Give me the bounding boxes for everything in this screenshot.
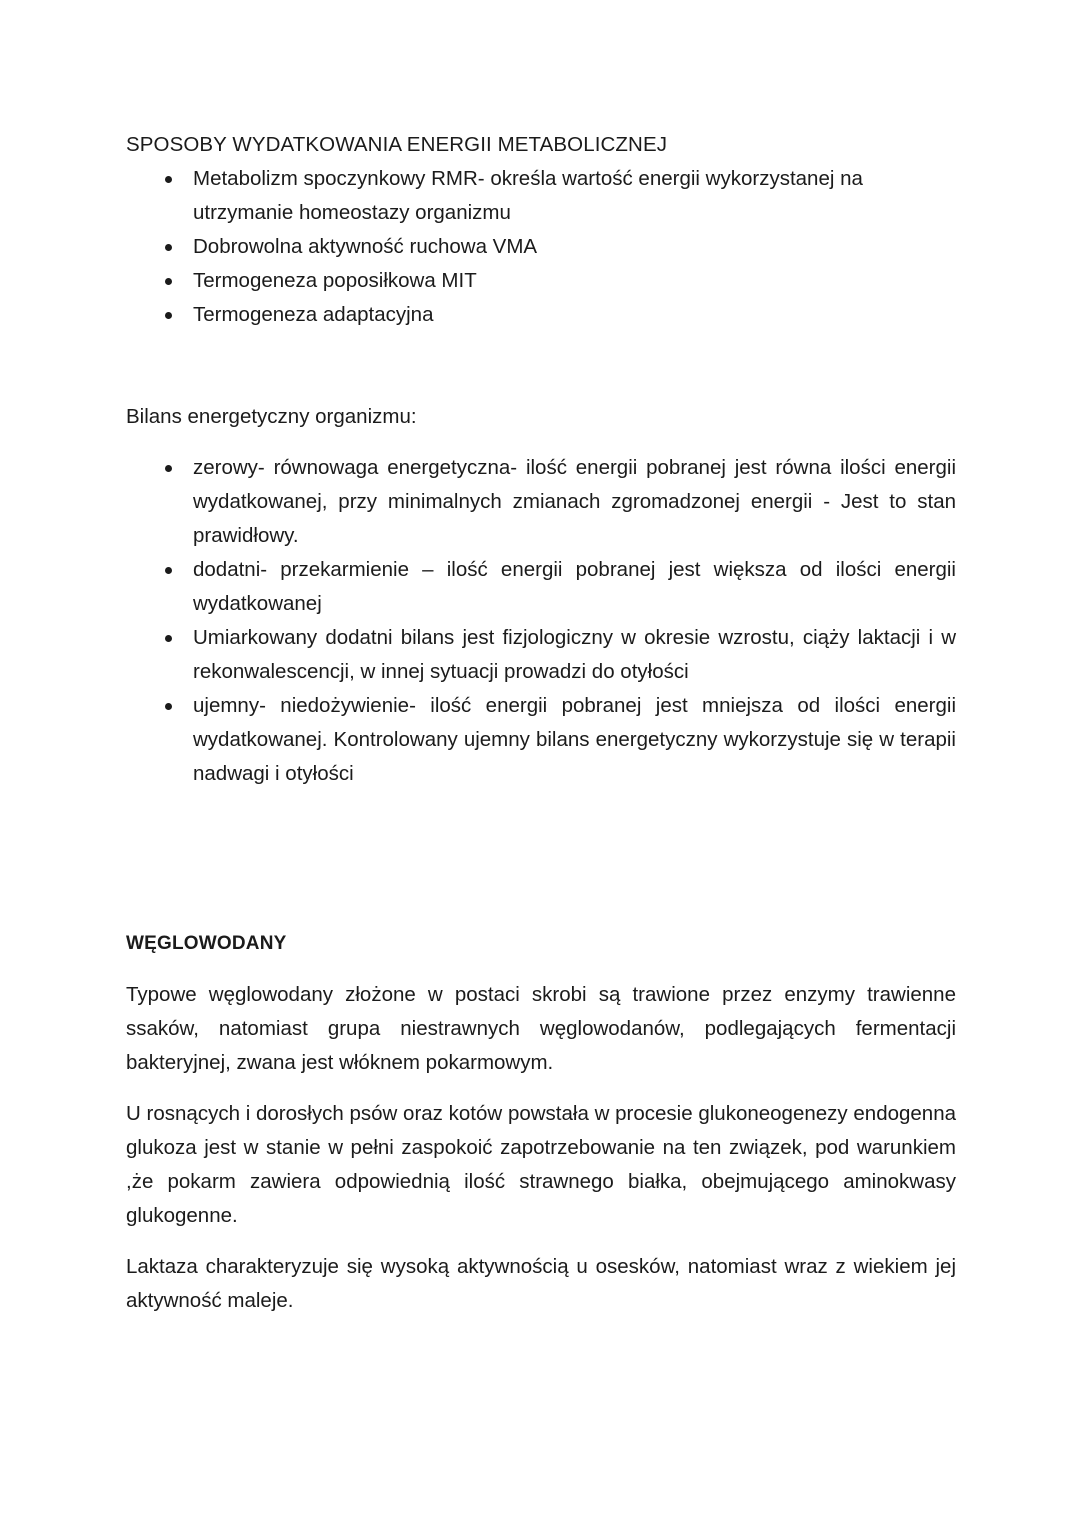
spacer [126, 961, 956, 978]
list-item: zerowy- równowaga energetyczna- ilość energii pobranej jest równa ilości energii wydatkowanej, przy minimalnych zmianach zgromadzonej energii - Jest to stan prawidłowy. [126, 451, 956, 553]
spacer [126, 1080, 956, 1097]
list-item: Dobrowolna aktywność ruchowa VMA [126, 230, 956, 264]
energy-balance-lead: Bilans energetyczny organizmu: [126, 405, 417, 428]
gluconeogenesis-paragraph: U rosnących i dorosłych psów oraz kotów powstała w procesie glukoneogenezy endogenna glukoza jest w stanie w pełni zaspokoić zapotrzebowanie na ten związek, pod warunkiem ,że pokarm zawiera odpowiednią ilość strawnego białka, obejmującego aminokwasy glukogenne. [126, 1102, 956, 1227]
document-content [126, 128, 956, 1318]
spacer [126, 859, 956, 927]
carbohydrates-heading: WĘGLOWODANY [126, 933, 287, 954]
list-item: ujemny- niedożywienie- ilość energii pobranej jest mniejsza od ilości energii wydatkowanej. Kontrolowany ujemny bilans energetyczny wykorzystuje się w terapii nadwagi i otyłości [126, 689, 956, 791]
page-title: SPOSOBY WYDATKOWANIA ENERGII METABOLICZNEJ [126, 133, 668, 156]
spacer [126, 1233, 956, 1250]
list-item: Umiarkowany dodatni bilans jest fizjologiczny w okresie wzrostu, ciąży laktacji i w rekonwalescencji, w innej sytuacji prowadzi do otyłości [126, 621, 956, 689]
list-item: Metabolizm spoczynkowy RMR- określa wartość energii wykorzystanej na utrzymanie homeostazy organizmu [126, 162, 956, 230]
list-item: Termogeneza poposiłkowa MIT [126, 264, 956, 298]
list-item: dodatni- przekarmienie – ilość energii pobranej jest większa od ilości energii wydatkowanej [126, 553, 956, 621]
list-item: Termogeneza adaptacyjna [126, 298, 956, 332]
energy-balance-list [126, 451, 956, 791]
energy-expenditure-list [126, 162, 956, 332]
spacer [126, 434, 956, 451]
spacer [126, 332, 956, 400]
carbohydrates-paragraph: Typowe węglowodany złożone w postaci skrobi są trawione przez enzymy trawienne ssaków, natomiast grupa niestrawnych węglowodanów, podlegających fermentacji bakteryjnej, zwana jest włóknem pokarmowym. [126, 983, 956, 1074]
spacer [126, 791, 956, 859]
lactase-paragraph: Laktaza charakteryzuje się wysoką aktywnością u osesków, natomiast wraz z wiekiem jej aktywność maleje. [126, 1255, 956, 1312]
